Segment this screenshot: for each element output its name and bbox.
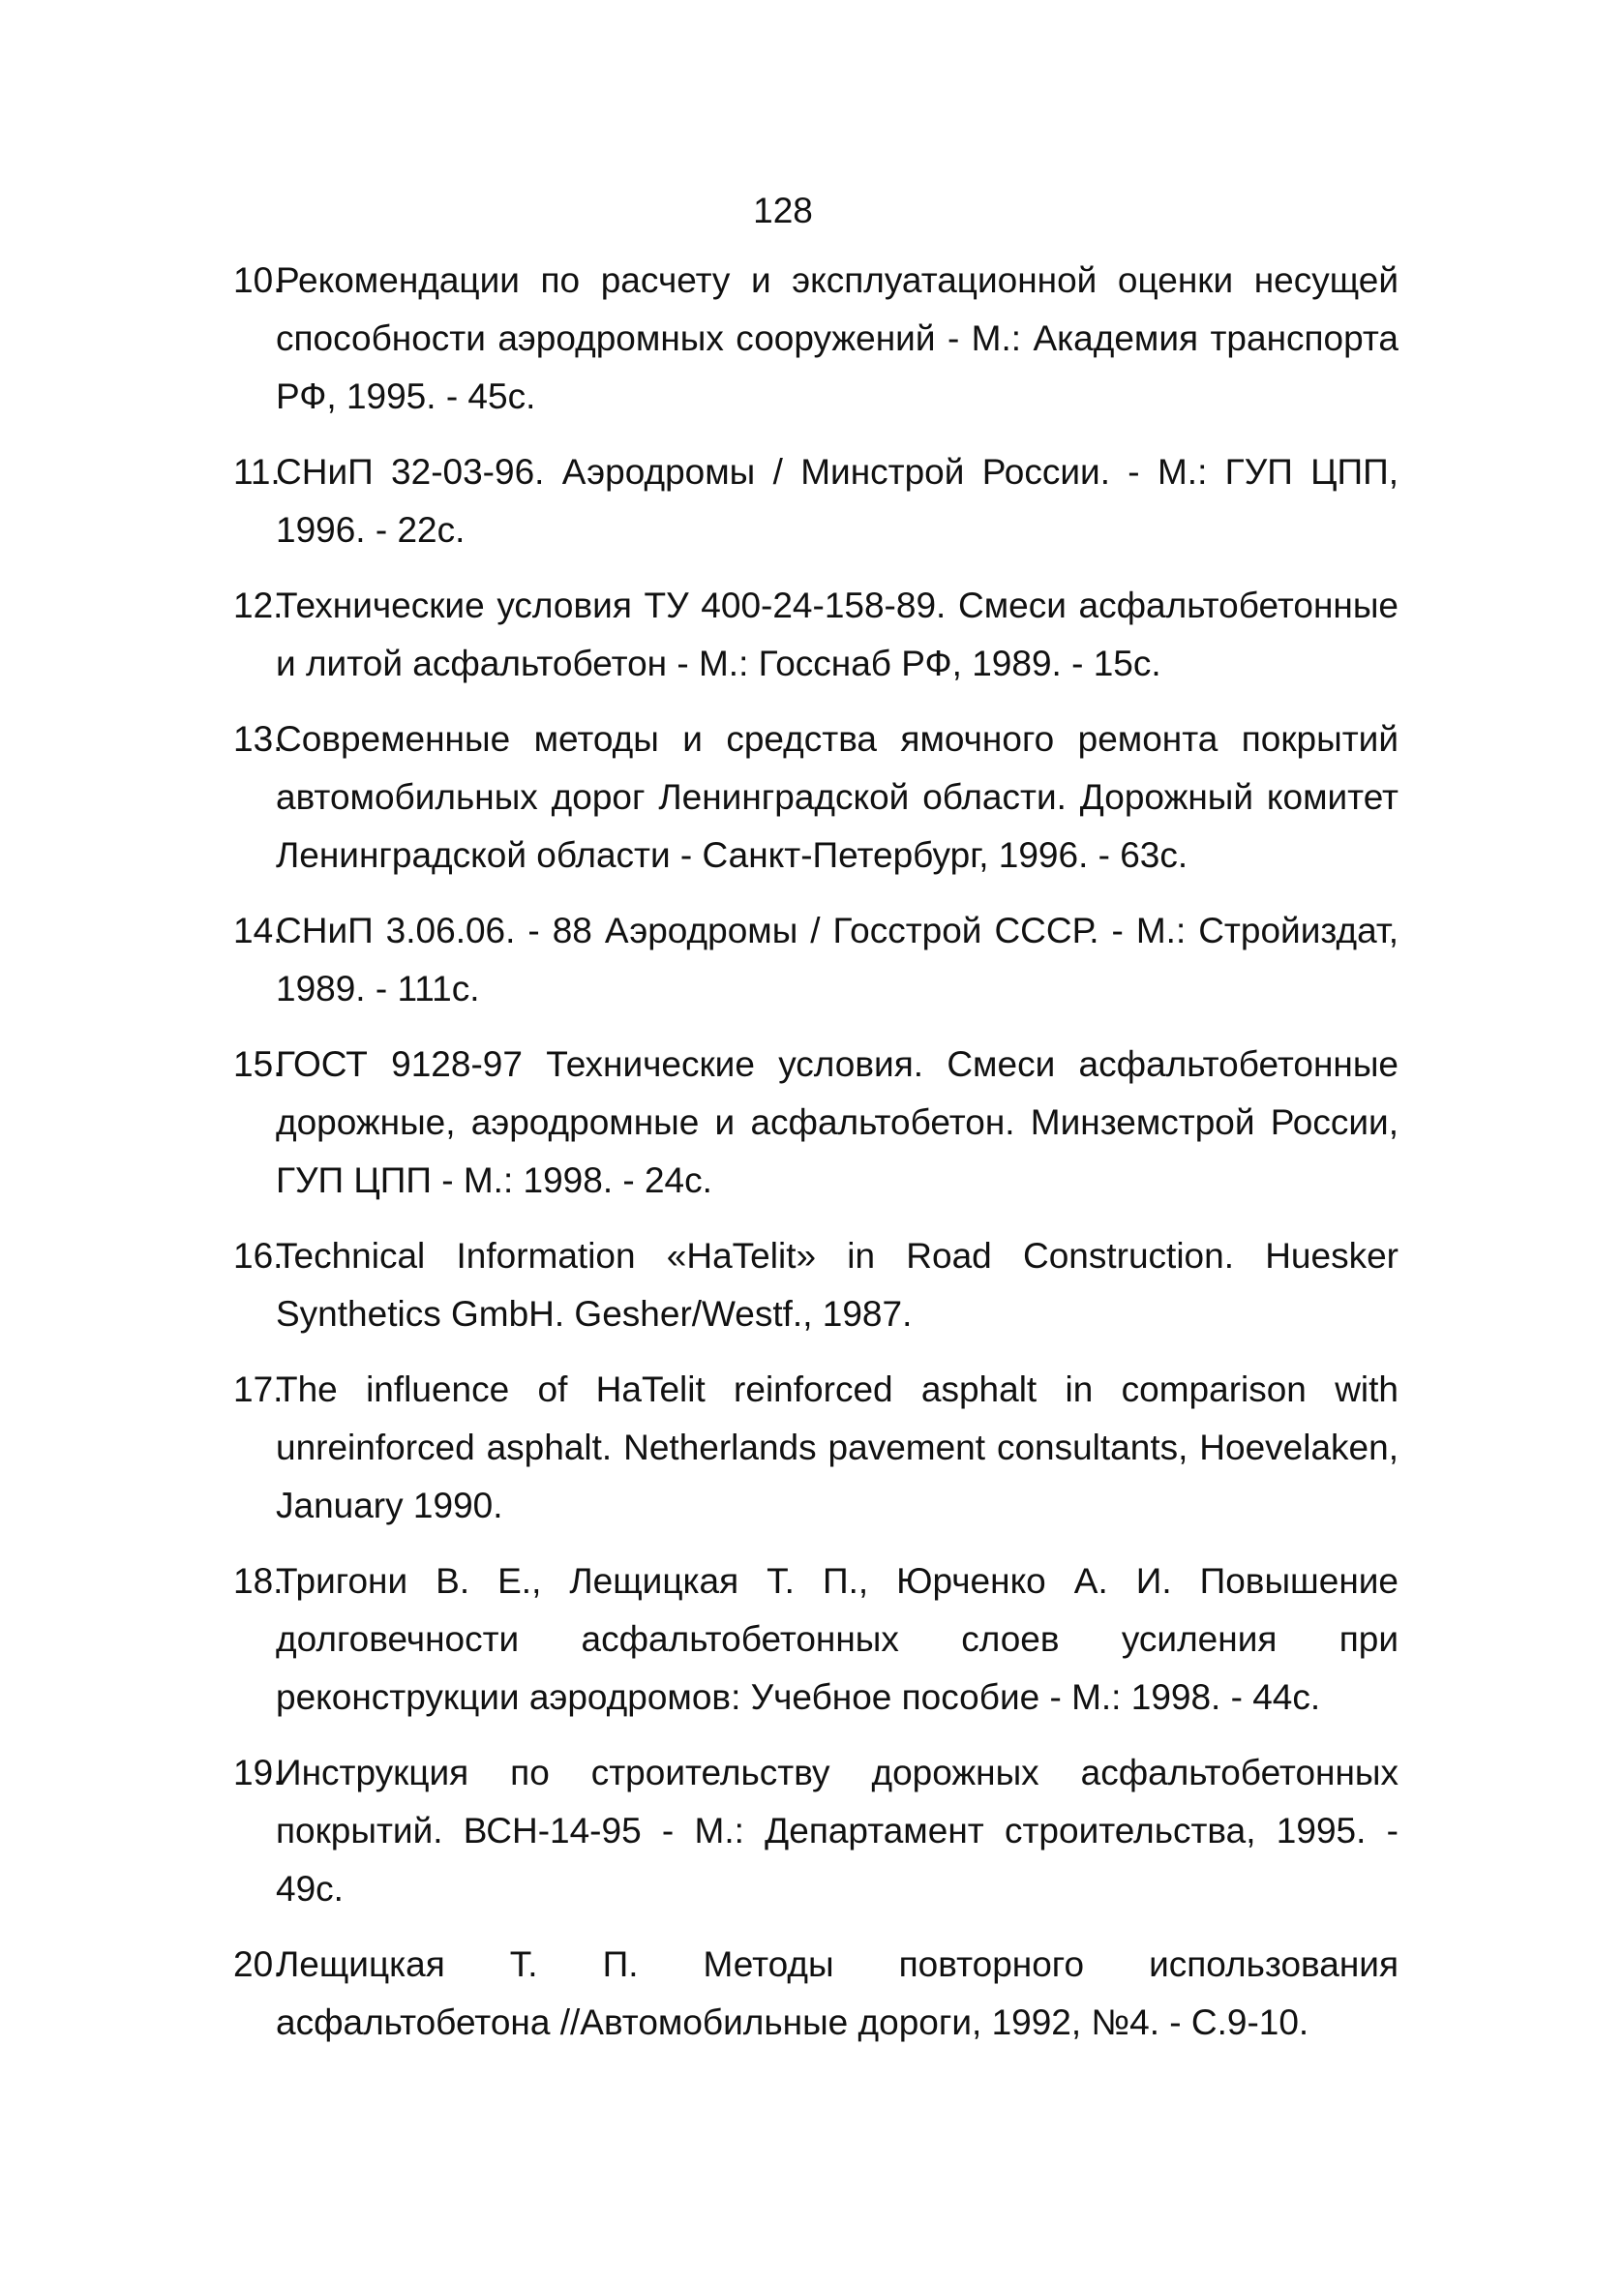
reference-number: 14. (233, 911, 284, 950)
reference-list (0, 252, 1624, 2069)
reference-text: СНиП 3.06.06. - 88 Аэродромы / Госстрой СССР. - М.: Стройиздат, 1989. - 111с. (276, 911, 1398, 1008)
reference-number: 16. (233, 1236, 284, 1276)
reference-number: 18. (233, 1561, 284, 1601)
reference-item (0, 1936, 1624, 2052)
reference-text: Рекомендации по расчету и эксплуатационной оценки несущей способности аэродромных сооружений - М.: Академия транспорта РФ, 1995. - 45с. (276, 260, 1398, 416)
reference-text: Технические условия ТУ 400-24-158-89. Смеси асфальтобетонные и литой асфальтобетон - М.: Госснаб РФ, 1989. - 15с. (276, 586, 1398, 683)
reference-number: 12. (233, 586, 284, 625)
reference-item (0, 443, 1624, 559)
reference-number: 20. (233, 1944, 284, 1984)
reference-text: Инструкция по строительству дорожных асфальтобетонных покрытий. ВСН-14-95 - М.: Департамент строительства, 1995. - 49с. (276, 1753, 1398, 1909)
reference-text: СНиП 32-03-96. Аэродромы / Минстрой России. - М.: ГУП ЦПП, 1996. - 22с. (276, 452, 1398, 550)
reference-item (0, 577, 1624, 693)
reference-item (0, 1552, 1624, 1727)
reference-item (0, 252, 1624, 426)
reference-text: ГОСТ 9128-97 Технические условия. Смеси асфальтобетонные дорожные, аэродромные и асфальтобетон. Минземстрой России, ГУП ЦПП - М.: 1998. - 24с. (276, 1044, 1398, 1200)
reference-item (0, 710, 1624, 885)
reference-number: 17. (233, 1369, 284, 1409)
reference-number: 10. (233, 260, 284, 300)
page-number: 128 (753, 191, 813, 230)
reference-number: 11. (233, 452, 281, 492)
reference-item (0, 1036, 1624, 1210)
reference-item (0, 902, 1624, 1018)
reference-text: Technical Information «HaTelit» in Road Construction. Huesker Synthetics GmbH. Gesher/Westf., 1987. (276, 1236, 1398, 1334)
reference-text: Лещицкая Т. П. Методы повторного использования асфальтобетона //Автомобильные дороги, 1992, №4. - С.9-10. (276, 1944, 1398, 2042)
reference-item (0, 1744, 1624, 1918)
reference-text: Тригони В. Е., Лещицкая Т. П., Юрченко А. И. Повышение долговечности асфальтобетонных слоев усиления при реконструкции аэродромов: Учебное пособие - М.: 1998. - 44с. (276, 1561, 1398, 1717)
reference-number: 13. (233, 719, 284, 759)
reference-number: 19. (233, 1753, 284, 1792)
reference-item (0, 1227, 1624, 1343)
reference-text: The influence of HaTelit reinforced asphalt in comparison with unreinforced asphalt. Netherlands pavement consultants, Hoevelaken, January 1990. (276, 1369, 1398, 1525)
reference-item (0, 1361, 1624, 1535)
reference-number: 15. (233, 1044, 284, 1084)
reference-text: Современные методы и средства ямочного ремонта покрытий автомобильных дорог Ленинградской области. Дорожный комитет Ленинградской области - Санкт-Петербург, 1996. - 63с. (276, 719, 1398, 875)
